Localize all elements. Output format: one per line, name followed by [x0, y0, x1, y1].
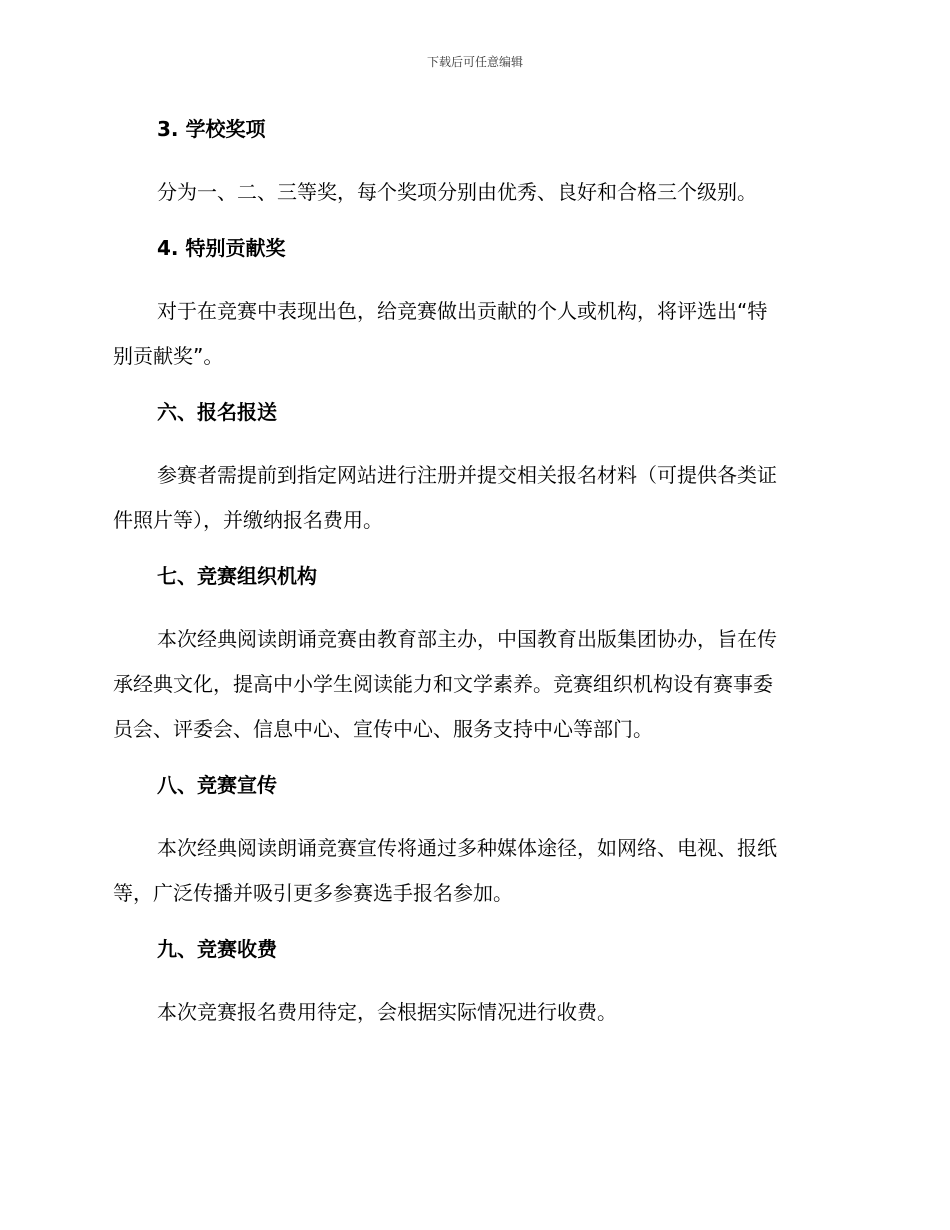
paragraph-line: 参赛者需提前到指定网站进行注册并提交相关报名材料（可提供各类证 — [157, 463, 777, 487]
section-heading-registration: 六、报名报送 — [157, 400, 277, 424]
section-heading-fees: 九、竞赛收费 — [157, 937, 277, 961]
paragraph-line: 本次经典阅读朗诵竞赛由教育部主办，中国教育出版集团协办，旨在传 — [157, 627, 777, 651]
paragraph-line: 分为一、二、三等奖，每个奖项分别由优秀、良好和合格三个级别。 — [157, 180, 757, 204]
paragraph-line: 承经典文化，提高中小学生阅读能力和文学素养。竞赛组织机构设有赛事委 — [113, 672, 773, 696]
paragraph-line: 本次经典阅读朗诵竞赛宣传将通过多种媒体途径，如网络、电视、报纸 — [157, 836, 777, 860]
paragraph-line: 对于在竞赛中表现出色，给竞赛做出贡献的个人或机构，将评选出“特 — [157, 299, 768, 323]
section-paragraph-registration — [113, 453, 833, 543]
section-heading-school-awards: 3. 学校奖项 — [157, 117, 266, 141]
section-paragraph-organization — [113, 617, 833, 752]
section-heading-publicity: 八、竞赛宣传 — [157, 773, 277, 797]
section-paragraph-publicity — [113, 826, 833, 916]
header-note: 下载后可任意编辑 — [426, 55, 523, 69]
paragraph-line: 等，广泛传播并吸引更多参赛选手报名参加。 — [113, 881, 513, 905]
paragraph-line: 本次竞赛报名费用待定，会根据实际情况进行收费。 — [157, 1000, 617, 1024]
paragraph-line: 员会、评委会、信息中心、宣传中心、服务支持中心等部门。 — [113, 717, 653, 741]
paragraph-line: 别贡献奖”。 — [113, 344, 224, 368]
section-paragraph-school-awards — [113, 170, 833, 215]
section-paragraph-fees — [113, 990, 833, 1035]
paragraph-line: 件照片等），并缴纳报名费用。 — [113, 508, 383, 532]
section-paragraph-special-contribution — [113, 289, 833, 379]
section-heading-organization: 七、竞赛组织机构 — [157, 564, 317, 588]
section-heading-special-contribution: 4. 特别贡献奖 — [157, 236, 286, 260]
document-body — [113, 112, 833, 1051]
